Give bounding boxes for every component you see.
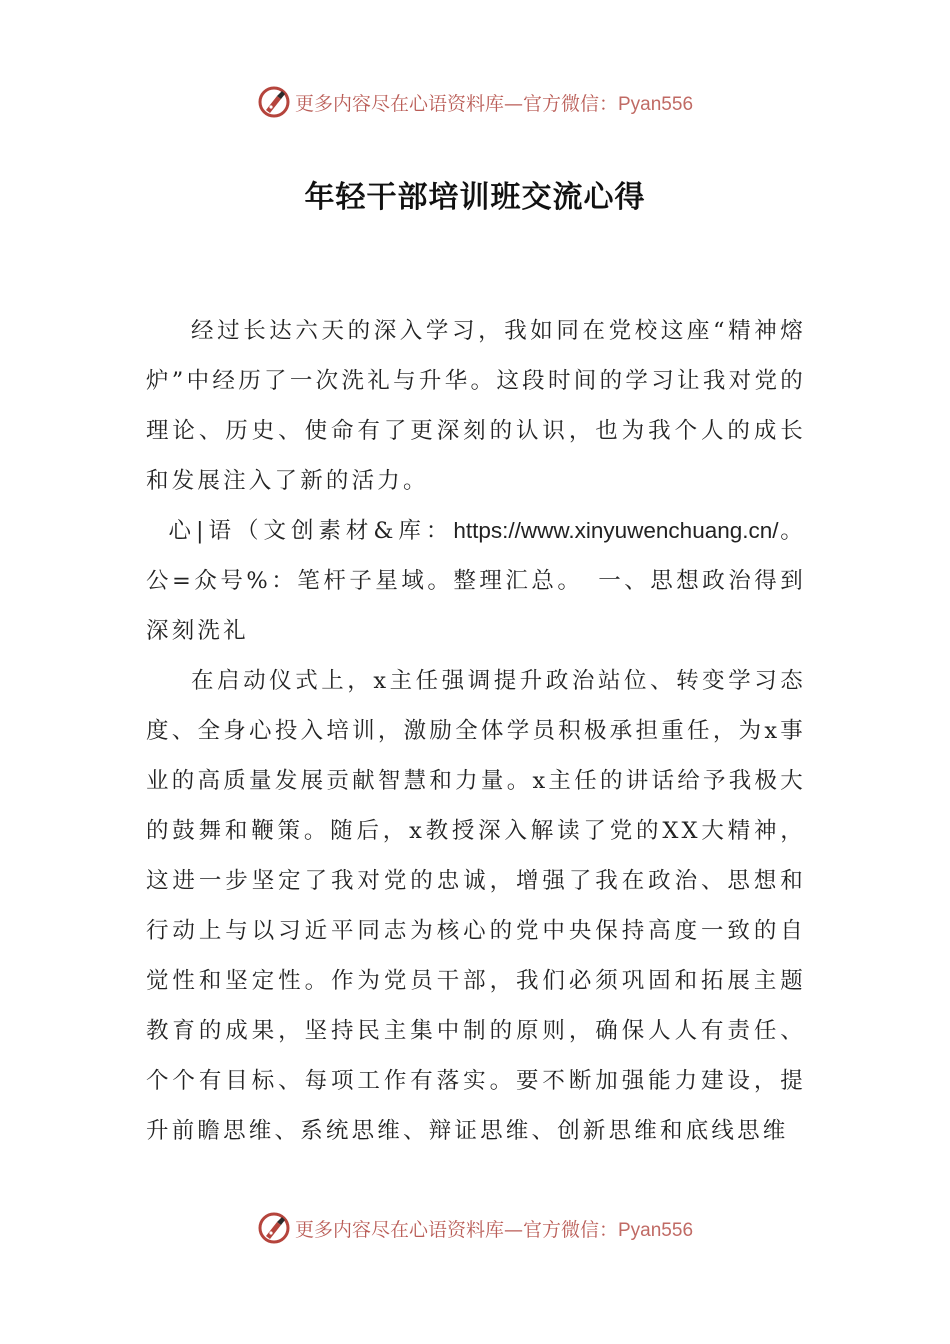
header-banner <box>0 82 950 122</box>
document-title: 年轻干部培训班交流心得 <box>304 180 646 215</box>
paragraph: 在启动仪式上，x主任强调提升政治站位、转变学习态度、全身心投入培训，激励全体学员积极承担重任，为x事业的高质量发展贡献智慧和力量。x主任的讲话给予我极大的鼓舞和鞭策。随后，x教授深入解读了党的XX大精神，这进一步坚定了我对党的忠诚，增强了我在政治、思想和行动上与以习近平同志为核心的党中央保持高度一致的自觉性和坚定性。作为党员干部，我们必须巩固和拓展主题教育的成果，坚持民主集中制的原则，确保人人有责任、个个有目标、每项工作有落实。要不断加强能力建设，提升前瞻思维、系统思维、辩证思维、创新思维和底线思维 <box>146 668 806 1144</box>
banner-text: 更多内容尽在心语资料库—官方微信：Pyan556 <box>294 92 694 115</box>
source-url[interactable]: https://www.xinyuwenchuang.cn/ <box>453 518 779 543</box>
paragraph: 经过长达六天的深入学习，我如同在党校这座“精神熔炉”中经历了一次洗礼与升华。这段时间的学习让我对党的理论、历史、使命有了更深刻的认识，也为我个人的成长和发展注入了新的活力。 <box>146 318 806 494</box>
source-line: 心|语（文创素材&库：https://www.xinyuwenchuang.cn/。公=众号%：笔杆子星域。整理汇总。 一、思想政治得到深刻洗礼 <box>146 518 807 644</box>
pen-nib-logo-icon <box>257 85 291 119</box>
document-body <box>146 306 806 1156</box>
banner-text: 更多内容尽在心语资料库—官方微信：Pyan556 <box>294 1218 694 1241</box>
pen-nib-logo-icon <box>257 1211 291 1245</box>
footer-banner <box>0 1208 950 1248</box>
